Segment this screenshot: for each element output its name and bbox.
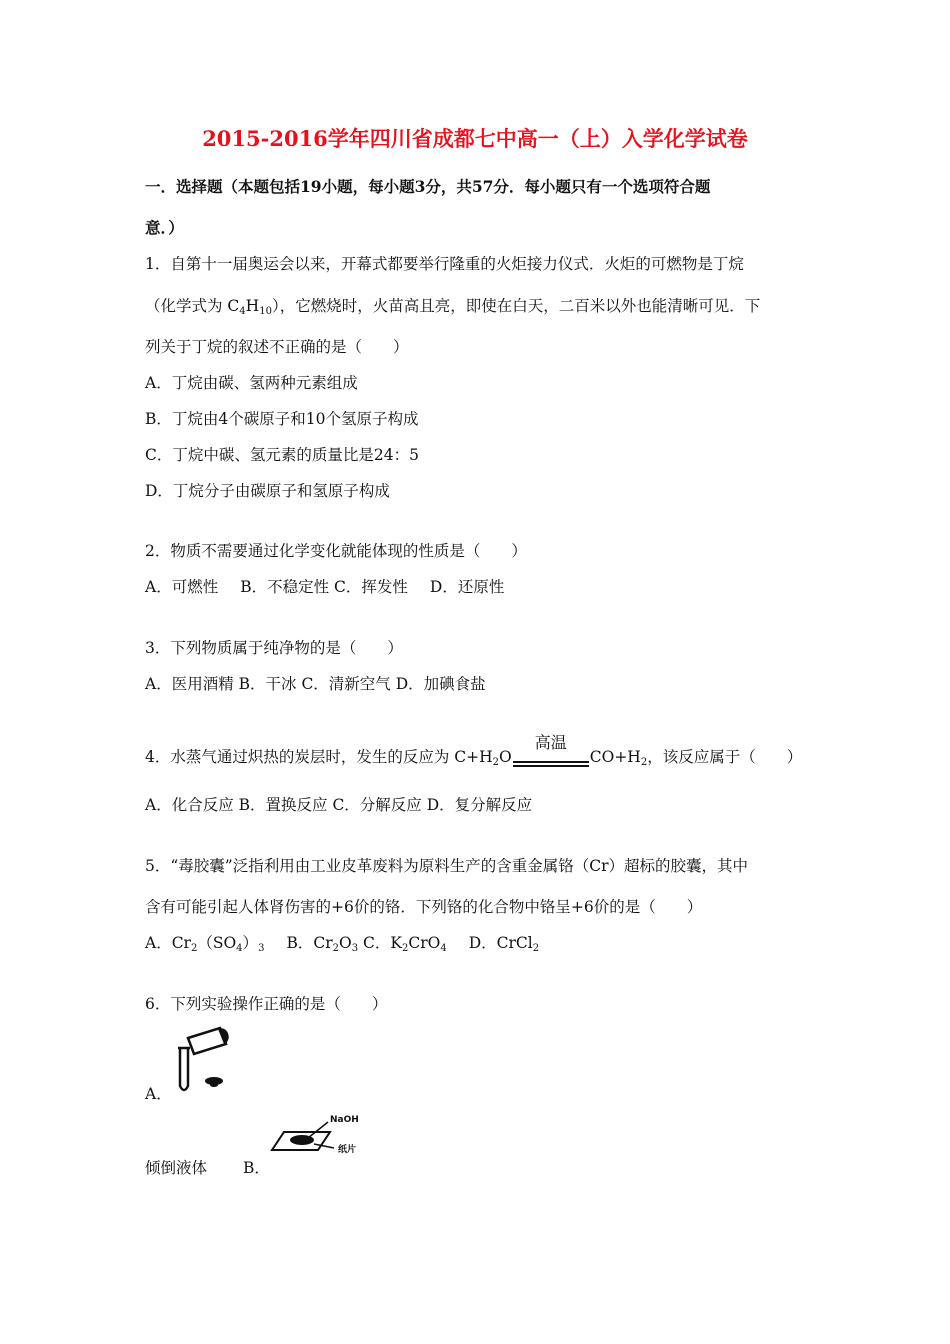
q1-option-d: D．丁烷分子由碳原子和氢原子构成 bbox=[145, 482, 390, 500]
q1-option-b: B．丁烷由4个碳原子和10个氢原子构成 bbox=[145, 410, 419, 428]
q5-stem-line1: 5．“毒胶囊”泛指利用由工业皮革废料为原料生产的含重金属铬（Cr）超标的胶囊，其中 bbox=[145, 857, 748, 875]
q3-stem: 3．下列物质属于纯净物的是（ ） bbox=[145, 639, 403, 657]
q1-option-a: A．丁烷由碳、氢两种元素组成 bbox=[145, 374, 358, 392]
q5-stem-line2: 含有可能引起人体肾伤害的+6价的铬．下列铬的化合物中铬呈+6价的是（ ） bbox=[145, 898, 703, 916]
pour-liquid-illustration bbox=[168, 1024, 234, 1096]
page-title: 2015-2016学年四川省成都七中高一（上）入学化学试卷 bbox=[202, 126, 748, 151]
section-heading-cont: 意．） bbox=[145, 218, 184, 237]
q1-stem-line1: 1．自第十一届奥运会以来，开幕式都要举行隆重的火炬接力仪式．火炬的可燃物是丁烷 bbox=[145, 255, 744, 273]
section-heading: 一．选择题（本题包括19小题，每小题3分，共57分．每小题只有一个选项符合题 bbox=[145, 177, 711, 196]
reaction-condition: 高温 bbox=[513, 753, 589, 773]
q1-stem-line3: 列关于丁烷的叙述不正确的是（ ） bbox=[145, 338, 409, 356]
paper-label: 纸片 bbox=[338, 1145, 357, 1155]
q3-options: A．医用酒精 B．干冰 C．清新空气 D．加碘食盐 bbox=[145, 675, 486, 693]
q6-option-a-label: A． bbox=[145, 1085, 172, 1103]
q6-option-b-label: B． bbox=[243, 1159, 270, 1177]
q1-option-c: C．丁烷中碳、氢元素的质量比是24：5 bbox=[145, 446, 419, 464]
q1-stem-line2: （化学式为 $C_4H_{10}$），它燃烧时，火苗高且亮，即使在白天，二百米以外也能清晰可见．下 bbox=[145, 297, 761, 317]
q4-options: A．化合反应 B．置换反应 C．分解反应 D．复分解反应 bbox=[145, 796, 533, 814]
q6-option-a-caption: 倾倒液体 bbox=[145, 1159, 208, 1177]
q6-stem: 6．下列实验操作正确的是（ ） bbox=[145, 995, 388, 1013]
q2-stem: 2．物质不需要通过化学变化就能体现的性质是（ ） bbox=[145, 542, 527, 560]
q4-stem: 4．水蒸气通过炽热的炭层时，发生的反应为 $C+H_2O$ 高温 $CO+H_2$，该反应属于（ ） bbox=[145, 747, 802, 773]
naoh-label: NaOH bbox=[330, 1115, 359, 1125]
weigh-naoh-illustration bbox=[268, 1108, 368, 1164]
q5-options: A．$Cr_2(SO_4)_3$ B．$Cr_2O_3$ C．$K_2CrO_4$ D．CrCl$_2$ bbox=[145, 934, 540, 954]
q2-options: A．可燃性 B．不稳定性 C．挥发性 D．还原性 bbox=[145, 578, 505, 596]
